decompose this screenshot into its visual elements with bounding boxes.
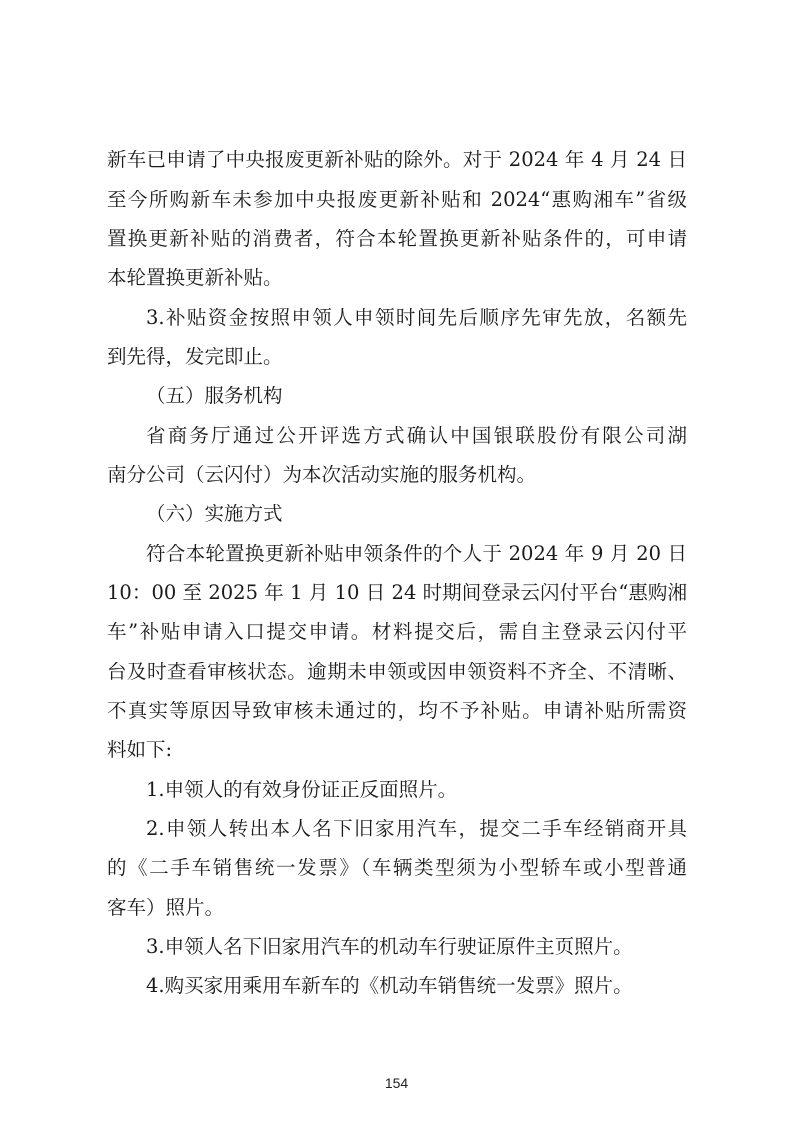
paragraph-line: 新车已申请了中央报废更新补贴的除外。对于 2024 年 4 月 24 日 <box>107 150 687 170</box>
paragraph-line: 不真实等原因导致审核未通过的，均不予补贴。申请补贴所需资 <box>107 701 687 721</box>
paragraph-line: 本轮置换更新补贴。 <box>107 268 283 288</box>
paragraph-line: 符合本轮置换更新补贴申领条件的个人于 2024 年 9 月 20 日 <box>146 544 687 564</box>
paragraph-line: 客车）照片。 <box>107 898 225 918</box>
section-heading: （六）实施方式 <box>146 504 283 524</box>
list-item: 3.申领人名下旧家用汽车的机动车行驶证原件主页照片。 <box>146 937 633 957</box>
list-item: 1.申领人的有效身份证正反面照片。 <box>146 780 458 800</box>
paragraph-line: 料如下: <box>107 740 173 760</box>
paragraph-line: 南分公司（云闪付）为本次活动实施的服务机构。 <box>107 465 537 485</box>
list-item: 4.购买家用乘用车新车的《机动车销售统一发票》照片。 <box>146 976 633 996</box>
paragraph-line: 的《二手车销售统一发票》（车辆类型须为小型轿车或小型普通 <box>107 858 687 878</box>
paragraph-line: 省商务厅通过公开评选方式确认中国银联股份有限公司湖 <box>146 426 687 446</box>
section-heading: （五）服务机构 <box>146 386 283 406</box>
paragraph-line: 车”补贴申请入口提交申请。材料提交后，需自主登录云闪付平 <box>107 622 687 642</box>
paragraph-line: 10：00 至 2025 年 1 月 10 日 24 时期间登录云闪付平台“惠购湘 <box>107 583 687 603</box>
paragraph-line: 至今所购新车未参加中央报废更新补贴和 2024“惠购湘车”省级 <box>107 190 687 210</box>
page-number: 154 <box>384 1075 409 1091</box>
paragraph-line: 到先得，发完即止。 <box>107 347 283 367</box>
paragraph-line: 置换更新补贴的消费者，符合本轮置换更新补贴条件的，可申请 <box>107 229 687 249</box>
paragraph-line: 台及时查看审核状态。逾期未申领或因申领资料不齐全、不清晰、 <box>107 662 687 682</box>
paragraph-line: 3.补贴资金按照申领人申领时间先后顺序先审先放，名额先 <box>146 308 687 328</box>
list-item: 2.申领人转出本人名下旧家用汽车，提交二手车经销商开具 <box>146 819 687 839</box>
